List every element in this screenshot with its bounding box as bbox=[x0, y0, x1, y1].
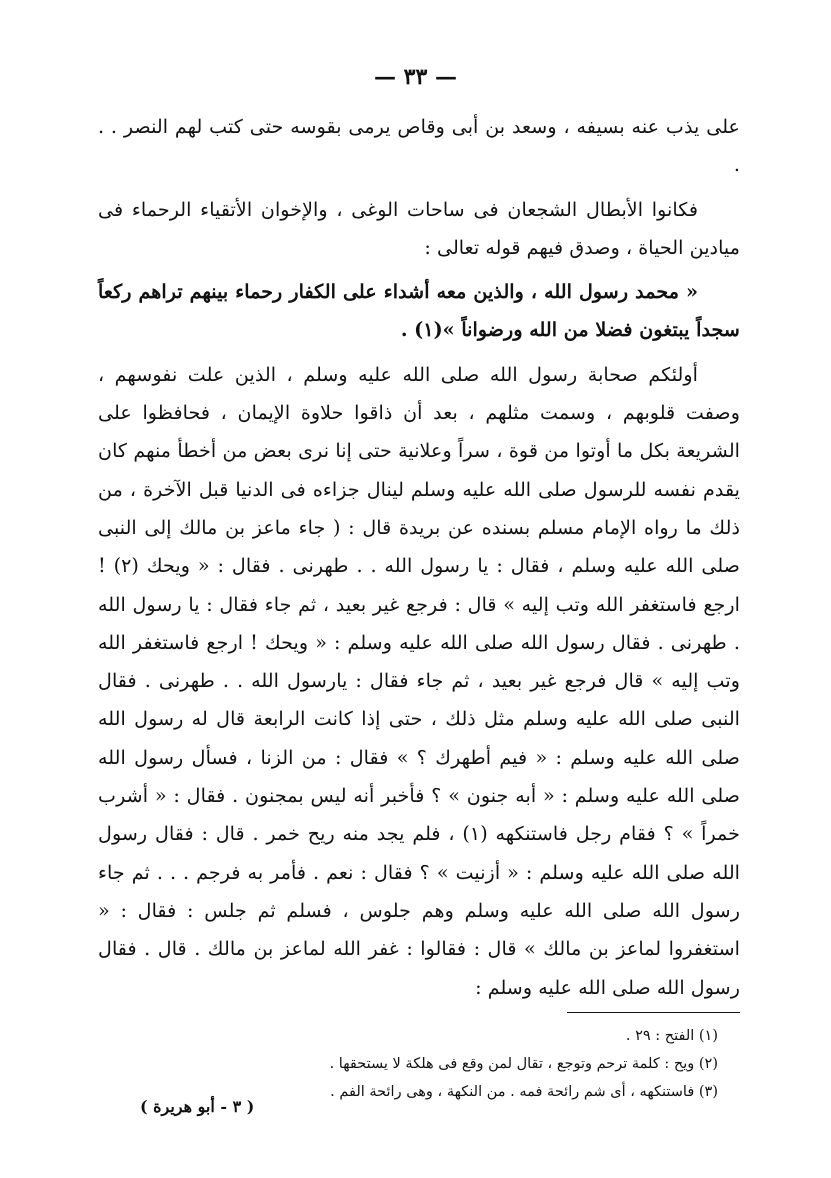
paragraph-opening: على يذب عنه بسيفه ، وسعد بن أبى وقاص يرمى بقوسه حتى كتب لهم النصر . . . bbox=[98, 115, 740, 177]
paragraph-heroes: فكانوا الأبطال الشجعان فى ساحات الوغى ، والإخوان الأتقياء الرحماء فى ميادين الحياة ، وصدق فيهم قوله تعالى : bbox=[98, 197, 740, 259]
signature-mark: ( ٣ - أبو هريرة ) bbox=[140, 1097, 255, 1116]
footnote-3: (٣) فاستنكهه ، أى شم رائحة فمه . من النكهة ، وهى رائحة الفم . bbox=[330, 1084, 718, 1100]
footnote-separator bbox=[567, 1012, 740, 1013]
page-number: — ٣٣ — bbox=[374, 64, 457, 90]
footnote-2: (٢) ويح : كلمة ترحم وتوجع ، تقال لمن وقع فى هلكة لا يستحقها . bbox=[329, 1056, 718, 1072]
footnotes bbox=[98, 1022, 740, 1106]
main-text bbox=[98, 108, 740, 1007]
paragraph-companions: أولئكم صحابة رسول الله صلى الله عليه وسلم ، الذين علت نفوسهم ، وصفت قلوبهم ، وسمت مثلهم ، بعد أن ذاقوا حلاوة الإيمان ، فحافظوا على الشريعة بكل ما أوتوا من قوة ، سراً وعلانية حتى إنا نرى بعض من أخطأ منهم كان يقدم نفسه للرسول صلى الله عليه وسلم لينال جزاءه فى الدنيا قبل الآخرة ، من ذلك ما رواه الإمام مسلم بسنده عن بريدة قال : ( جاء ماعز بن مالك إلى النبى صلى الله عليه وسلم ، فقال : يا رسول الله . . طهرنى . فقال : « ويحك (٢) ! ارجع فاستغفر الله وتب إليه » قال : فرجع غير بعيد ، ثم جاء فقال : يا رسول الله . طهرنى . فقال رسول الله صلى الله عليه وسلم : « ويحك ! ارجع فاستغفر الله وتب إليه » قال فرجع غير بعيد ، ثم جاء فقال : يارسول الله . . طهرنى . فقال النبى صلى الله عليه وسلم مثل ذلك ، حتى إذا كانت الرابعة قال له رسول الله صلى الله عليه وسلم : « فيم أطهرك ؟ » فقال : من الزنا ، فسأل رسول الله صلى الله عليه وسلم : « أبه جنون » ؟ فأخبر أنه ليس بمجنون . فقال : « أشرب خمراً » ؟ فقام رجل فاستنكهه (١) ، فلم يجد منه ريح خمر . قال : فقال رسول الله صلى الله عليه وسلم : « أزنيت » ؟ فقال : نعم . فأمر به فرجم . . . ثم جاء رسول الله صلى الله عليه وسلم وهم جلوس ، فسلم ثم جلس : فقال : « استغفروا لماعز بن مالك » قال : فقالوا : غفر الله لماعز بن مالك . قال . فقال رسول الله صلى الله عليه وسلم : bbox=[98, 362, 740, 999]
quran-verse: « محمد رسول الله ، والذين معه أشداء على الكفار رحماء بينهم تراهم ركعاً سجداً يبتغون فضلا من الله ورضواناً »(١) . bbox=[98, 280, 740, 342]
footnote-1: (١) الفتح : ٢٩ . bbox=[625, 1028, 718, 1044]
